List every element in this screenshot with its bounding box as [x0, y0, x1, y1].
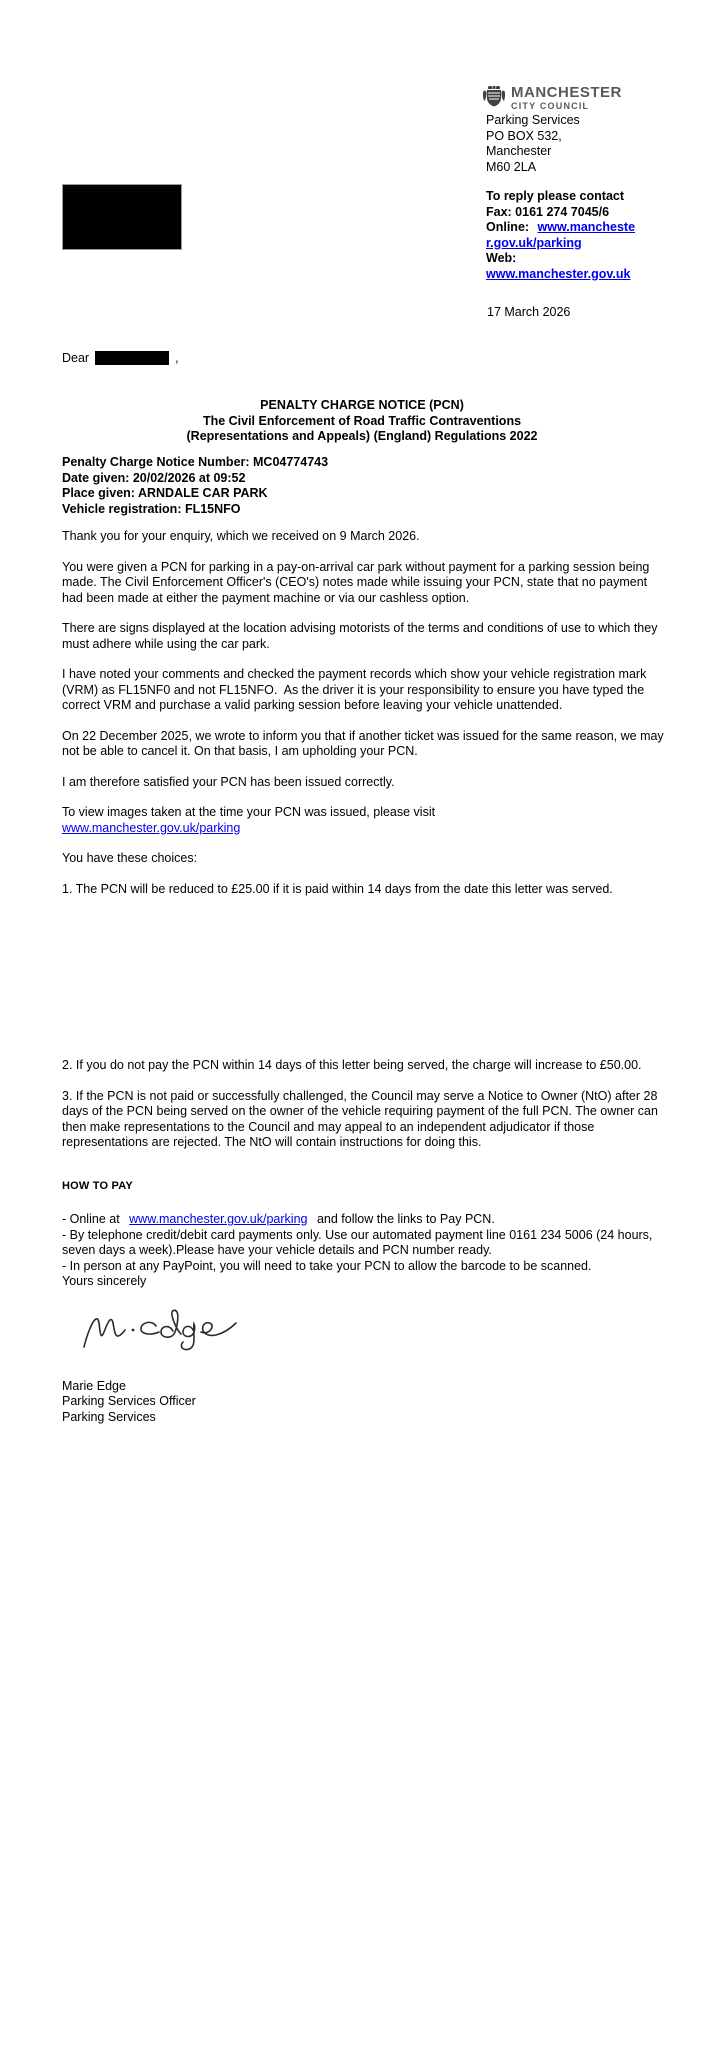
- pay-online-link[interactable]: www.manchester.gov.uk/parking: [129, 1212, 308, 1226]
- signatory-role: Parking Services Officer: [62, 1394, 196, 1408]
- council-website-link[interactable]: www.manchester.gov.uk: [486, 266, 631, 281]
- redacted-recipient-address: [62, 184, 182, 250]
- letter-date: 17 March 2026: [487, 305, 571, 319]
- choice-3-notice-to-owner: 3. If the PCN is not paid or successfully challenged, the Council may serve a Notice to Owner (NtO) after 28 days of the PCN being served on the owner of the vehicle requiring payment of the full PCN. The owner can then make representations to the Council and may appeal to an independent adjudicator if those representations are rejected. The NtO will contain instructions for doing this.: [62, 1088, 662, 1149]
- paragraph-upheld: I am therefore satisfied your PCN has been issued correctly.: [62, 774, 395, 789]
- online-parking-link[interactable]: www.mancheste: [537, 220, 636, 234]
- pay-option-online: - Online at www.manchester.gov.uk/parking and follow the links to Pay PCN.: [62, 1212, 495, 1226]
- pcn-vehicle-registration: Vehicle registration: FL15NFO: [62, 501, 241, 516]
- pcn-place-given: Place given: ARNDALE CAR PARK: [62, 486, 268, 500]
- paragraph-previous-warning: On 22 December 2025, we wrote to inform you that if another ticket was issued for the same reason, we may not be able to cancel it. On that basis, I am upholding your PCN.: [62, 728, 668, 758]
- address-line: Manchester: [486, 144, 552, 158]
- council-subtitle: CITY COUNCIL: [511, 101, 590, 111]
- signatory-department: Parking Services: [62, 1409, 156, 1424]
- council-name: MANCHESTER: [511, 84, 622, 101]
- salutation-suffix: ,: [175, 351, 179, 365]
- paragraph-choices-intro: You have these choices:: [62, 851, 198, 865]
- paragraph-pcn-reason: You were given a PCN for parking in a pay-on-arrival car park without payment for a parking session being made. The Civil Enforcement Officer's (CEO's) notes made while issuing your PCN, state that no payment had been made at either the payment machine or via our cashless option.: [62, 559, 653, 605]
- redacted-recipient-name: [95, 351, 169, 365]
- fax-line: Fax: 0161 274 7045/6: [486, 204, 610, 219]
- pcn-number: Penalty Charge Notice Number: MC04774743: [62, 455, 329, 469]
- paragraph-signs: There are signs displayed at the location advising motorists of the terms and conditions of use to which they must adhere while using the car park.: [62, 621, 661, 651]
- pay-option-paypoint: - In person at any PayPoint, you will need to take your PCN to allow the barcode to be scanned.: [62, 1258, 592, 1273]
- choice-1-reduced-payment: 1. The PCN will be reduced to £25.00 if it is paid within 14 days from the date this letter was served.: [62, 881, 613, 896]
- paragraph-vrm-check: I have noted your comments and checked the payment records which show your vehicle registration mark (VRM) as FL15NF0 and not FL15NFO. As the driver it is your responsibility to ensure you have typed the correct VRM and purchase a valid parking session before leaving your vehicle unattended.: [62, 667, 650, 712]
- signature-block: [62, 1379, 666, 1426]
- sender-address: [486, 113, 580, 175]
- salutation: [62, 351, 179, 365]
- contact-block: [486, 189, 686, 282]
- online-label: Online:: [486, 220, 533, 234]
- online-parking-link-wrap[interactable]: r.gov.uk/parking: [486, 235, 582, 250]
- handwritten-signature: [80, 1305, 666, 1353]
- letter-title: [0, 398, 724, 445]
- address-line: M60 2LA: [486, 159, 537, 174]
- blank-image-area: [62, 912, 666, 1058]
- choice-2-full-charge: 2. If you do not pay the PCN within 14 days of this letter being served, the charge will increase to £50.00.: [62, 1058, 642, 1072]
- pcn-details: [62, 455, 328, 517]
- payment-options: [62, 1212, 666, 1274]
- pay-option-telephone: - By telephone credit/debit card payments only. Use our automated payment line 0161 234 5006 (24 hours, seven days a week).Please have your vehicle details and PCN number ready.: [62, 1227, 656, 1257]
- paragraph-thank-you: Thank you for your enquiry, which we received on 9 March 2026.: [62, 529, 420, 543]
- address-line: PO BOX 532,: [486, 128, 562, 143]
- salutation-prefix: Dear: [62, 351, 90, 365]
- valediction: Yours sincerely: [62, 1274, 147, 1288]
- sender-department: Parking Services: [486, 113, 580, 127]
- title-line: The Civil Enforcement of Road Traffic Contraventions: [202, 413, 522, 428]
- council-logo: [482, 85, 622, 112]
- view-images-parking-link[interactable]: www.manchester.gov.uk/parking: [62, 820, 241, 835]
- web-label: Web:: [486, 251, 517, 265]
- paragraph-view-images: To view images taken at the time your PCN was issued, please visit www.manchester.gov.uk/parking: [62, 805, 436, 835]
- title-line: (Representations and Appeals) (England) Regulations 2022: [186, 429, 538, 443]
- council-crest-icon: [482, 85, 506, 108]
- reply-contact-label: To reply please contact: [486, 189, 625, 203]
- pcn-date-given: Date given: 20/02/2026 at 09:52: [62, 470, 246, 485]
- signatory-name: Marie Edge: [62, 1378, 126, 1393]
- title-line: PENALTY CHARGE NOTICE (PCN): [260, 398, 464, 412]
- letter-body: [62, 529, 666, 1425]
- how-to-pay-heading: HOW TO PAY: [62, 1179, 133, 1192]
